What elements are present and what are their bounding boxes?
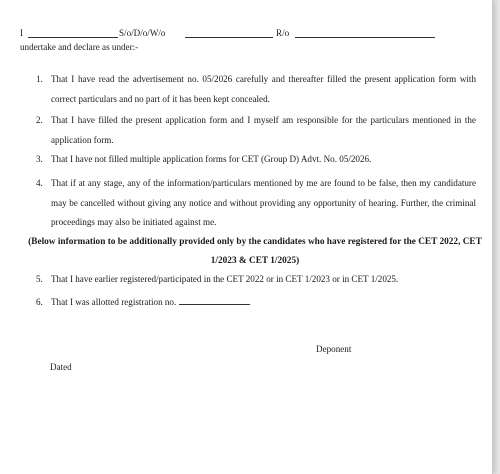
relation-name-blank [185,37,273,38]
name-blank [28,37,118,38]
item-number: 4. [36,178,43,188]
item-number: 1. [36,74,43,84]
item-number: 5. [36,274,43,284]
pronoun-text: I [20,28,24,38]
registration-no-blank [179,295,249,305]
list-item-5 [36,270,476,290]
residence-blank [295,37,435,38]
item-number: 6. [36,297,43,307]
item-tail: . [248,297,251,307]
item-text: That if at any stage, any of the information/particulars mentioned by me are found to be false, then my candidature may be cancelled without giving any notice and without providing any opportunity of hearing. Further, the criminal proceedings may also be initiated against me. [51,178,476,227]
item-number: 3. [36,154,43,164]
residence-label: R/o [276,28,290,38]
relation-label: S/o/D/o/W/o [119,28,166,38]
item-text: That I have filled the present application form and I myself am responsible for the particulars mentioned in the application form. [51,115,476,145]
list-item-6 [36,293,476,313]
item-number: 2. [36,115,43,125]
list-item-4 [36,174,476,233]
item-text: That I was allotted registration no. [51,297,177,307]
dated-label: Dated [50,362,72,372]
item-text: That I have earlier registered/participated in the CET 2022 or in CET 1/2023 or in CET 1/2025. [51,274,399,284]
item-text-row [51,293,476,313]
list-item-1 [36,70,476,109]
additional-info-note: (Below information to be additionally provided only by the candidates who have registered for the CET 2022, CET 1/2023 & CET 1/2025) [28,237,482,266]
item-text: That I have not filled multiple application forms for CET (Group D) Advt. No. 05/2026. [51,154,372,164]
item-text: That I have read the advertisement no. 05/2026 carefully and thereafter filled the present application form with correct particulars and no part of it has been kept concealed. [51,74,476,104]
list-item-3 [36,150,476,170]
deponent-label: Deponent [316,344,352,354]
list-item-2 [36,111,476,150]
undertake-text: undertake and declare as under:- [20,42,139,52]
